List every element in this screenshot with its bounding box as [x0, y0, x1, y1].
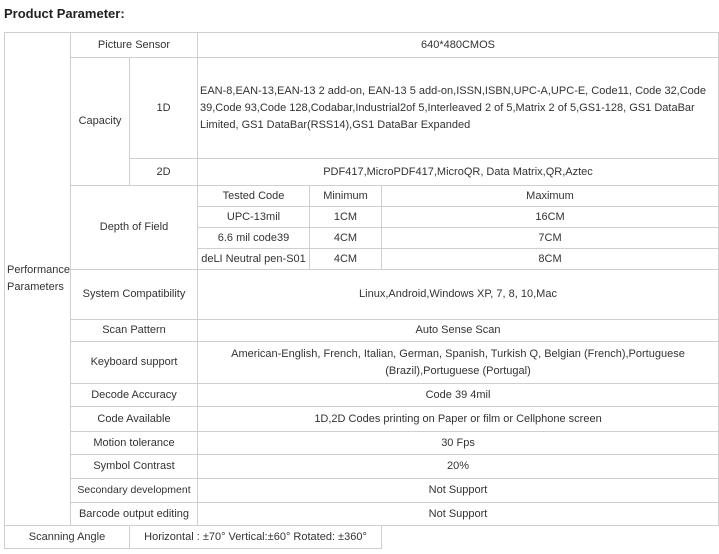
motion-tolerance-value: 30 Fps	[198, 432, 719, 455]
dof-header-minimum: Minimum	[310, 186, 382, 207]
scanning-angle-value: Horizontal : ±70° Vertical:±60° Rotated: ±360°	[130, 526, 382, 549]
dof-header-tested-code: Tested Code	[198, 186, 310, 207]
keyboard-support-label: Keyboard support	[71, 342, 198, 384]
system-compatibility-label: System Compatibility	[71, 270, 198, 320]
scanning-angle-label: Scanning Angle	[5, 526, 130, 549]
dof-maximum: 16CM	[382, 207, 719, 228]
system-compatibility-value: Linux,Android,Windows XP, 7, 8, 10,Mac	[198, 270, 719, 320]
symbol-contrast-value: 20%	[198, 455, 719, 479]
category-label: Performance Parameters	[7, 264, 70, 293]
symbol-contrast-label: Symbol Contrast	[71, 455, 198, 479]
capacity-label: Capacity	[71, 58, 130, 186]
picture-sensor-label: Picture Sensor	[71, 33, 198, 58]
scan-pattern-label: Scan Pattern	[71, 320, 198, 342]
secondary-development-label: Secondary development	[71, 479, 198, 503]
dof-header-maximum: Maximum	[382, 186, 719, 207]
page-title: Product Parameter:	[4, 6, 125, 21]
dof-tested-code: deLI Neutral pen-S01	[198, 249, 310, 270]
code-available-value: 1D,2D Codes printing on Paper or film or Cellphone screen	[198, 407, 719, 432]
capacity-2d-label: 2D	[130, 159, 198, 186]
dof-minimum: 4CM	[310, 228, 382, 249]
dof-minimum: 1CM	[310, 207, 382, 228]
category-cell	[5, 33, 71, 526]
motion-tolerance-label: Motion tolerance	[71, 432, 198, 455]
barcode-output-editing-value: Not Support	[198, 503, 719, 526]
decode-accuracy-label: Decode Accuracy	[71, 384, 198, 407]
dof-maximum: 7CM	[382, 228, 719, 249]
capacity-2d-value: PDF417,MicroPDF417,MicroQR, Data Matrix,QR,Aztec	[198, 159, 719, 186]
dof-maximum: 8CM	[382, 249, 719, 270]
depth-of-field-label: Depth of Field	[71, 186, 198, 270]
capacity-1d-label: 1D	[130, 58, 198, 159]
product-parameter-table	[4, 32, 719, 549]
secondary-development-value: Not Support	[198, 479, 719, 503]
dof-minimum: 4CM	[310, 249, 382, 270]
dof-tested-code: UPC-13mil	[198, 207, 310, 228]
barcode-output-editing-label: Barcode output editing	[71, 503, 198, 526]
keyboard-support-value: American-English, French, Italian, German, Spanish, Turkish Q, Belgian (French),Portuguese (Brazil),Portuguese (Portugal)	[198, 342, 719, 384]
code-available-label: Code Available	[71, 407, 198, 432]
decode-accuracy-value: Code 39 4mil	[198, 384, 719, 407]
picture-sensor-value: 640*480CMOS	[198, 33, 719, 58]
capacity-1d-value: EAN-8,EAN-13,EAN-13 2 add-on, EAN-13 5 add-on,ISSN,ISBN,UPC-A,UPC-E, Code11, Code 32,Code 39,Code 93,Code 128,Codabar,Industrial2of 5,Interleaved 2 of 5,Matrix 2 of 5,GS1-128, GS1 DataBar Limited, GS1 DataBar(RSS14),GS1 DataBar Expanded	[198, 58, 719, 159]
scan-pattern-value: Auto Sense Scan	[198, 320, 719, 342]
dof-tested-code: 6.6 mil code39	[198, 228, 310, 249]
